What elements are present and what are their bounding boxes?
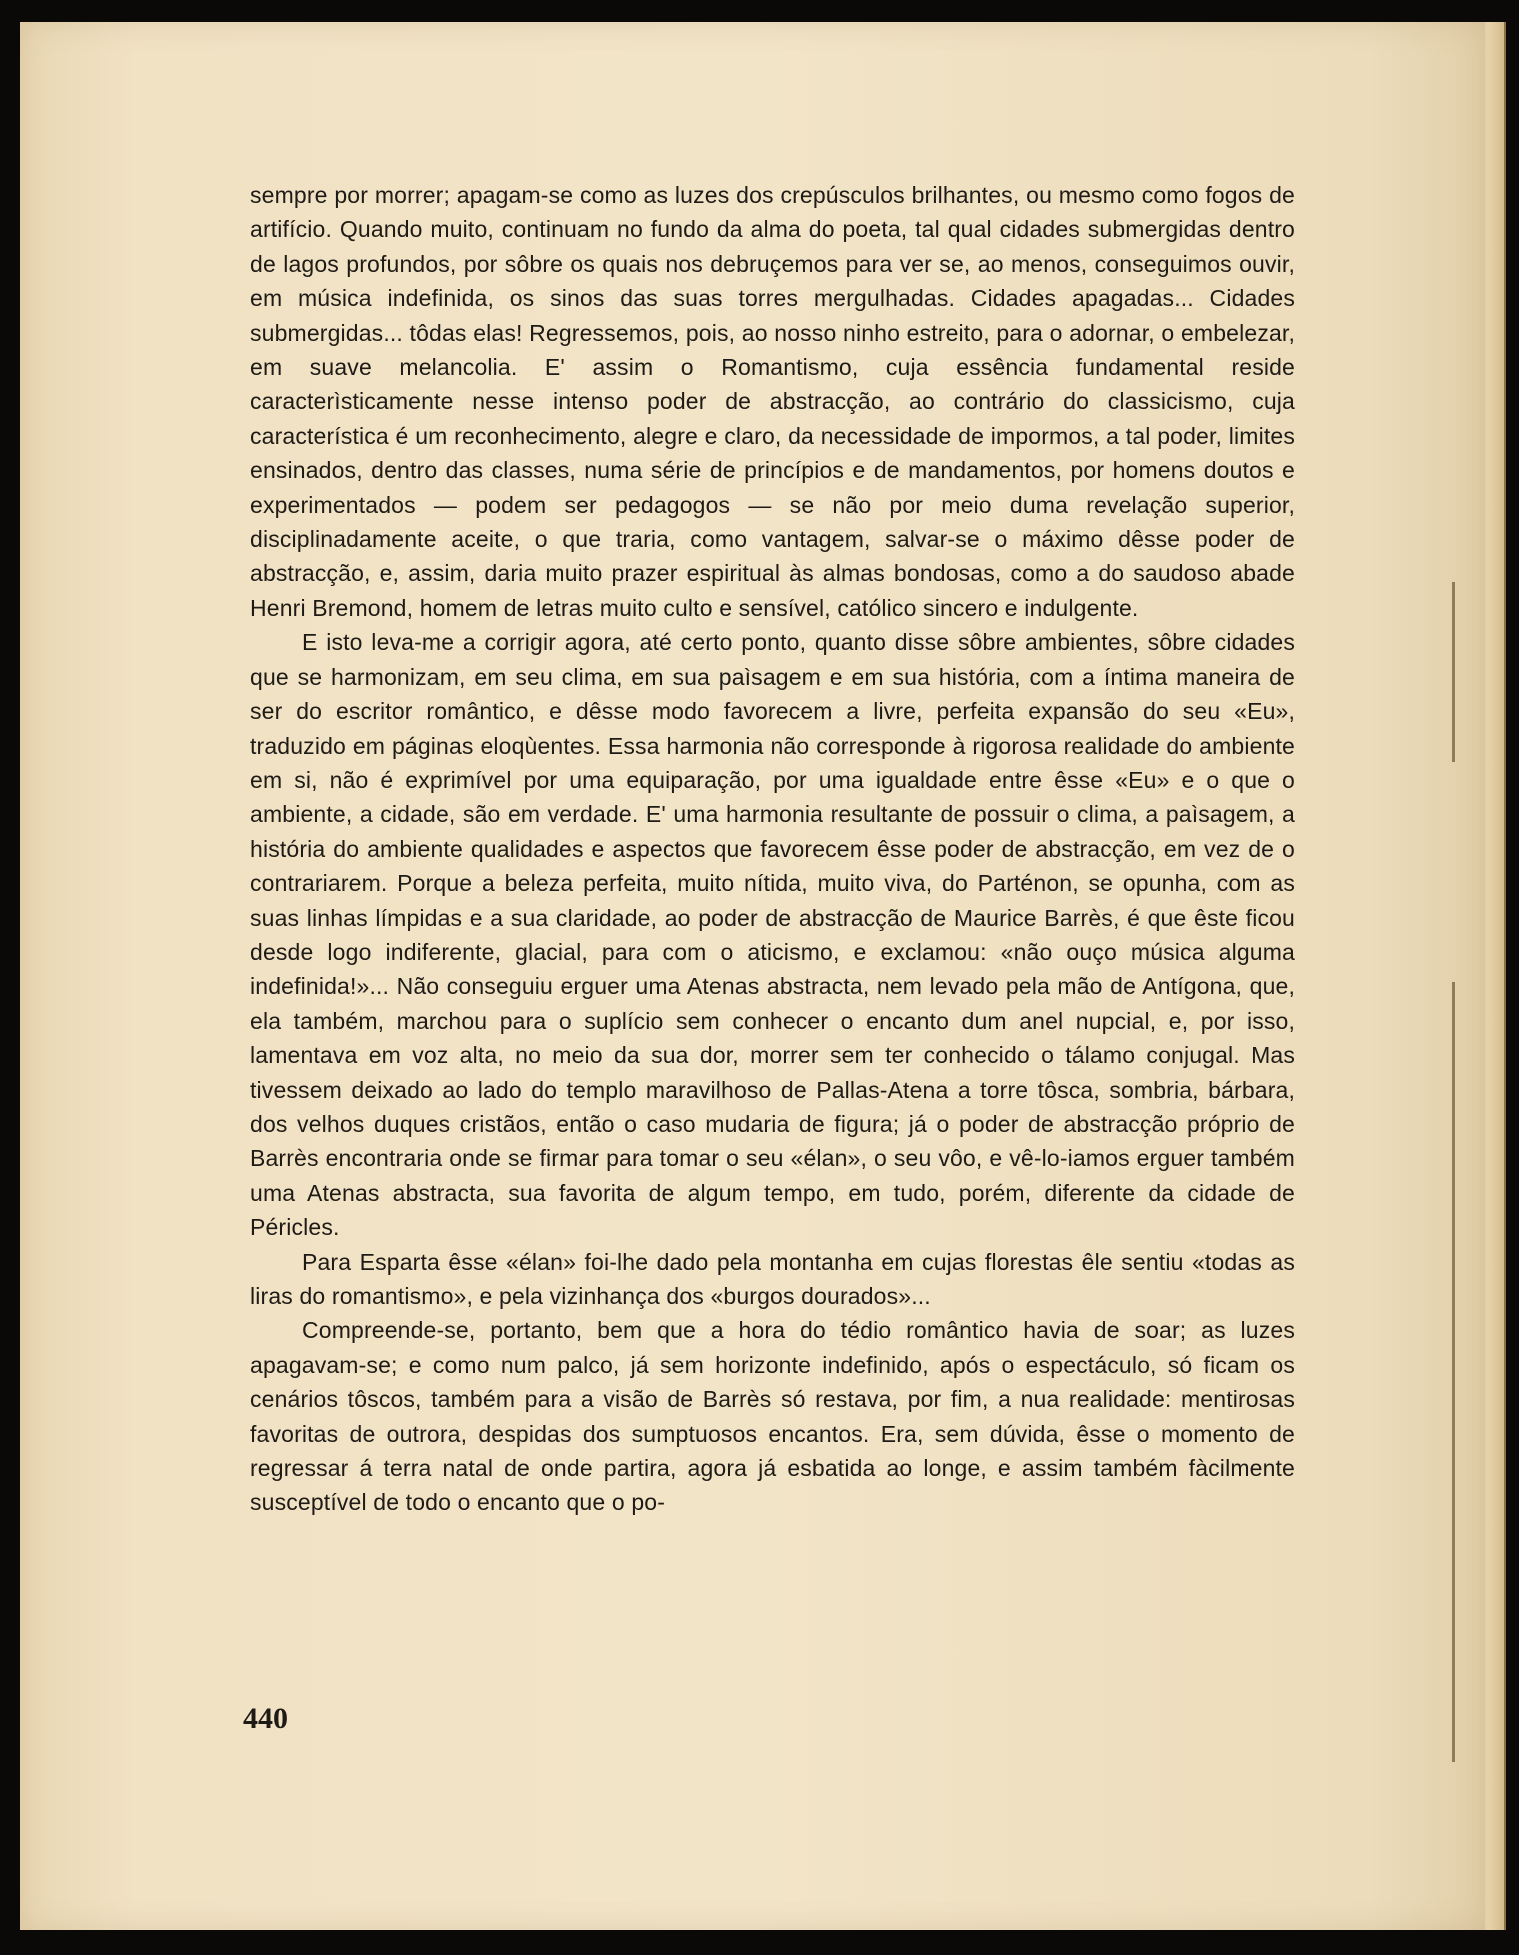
margin-mark [1452,582,1455,762]
body-text [250,178,1295,1520]
paragraph-3: Para Esparta êsse «élan» foi-lhe dado pela montanha em cujas florestas êle sentiu «todas as liras do romantismo», e pela vizinhança dos «burgos dourados»... [250,1248,1295,1309]
margin-mark [1452,982,1455,1762]
paragraph-2: E isto leva-me a corrigir agora, até certo ponto, quanto disse sôbre ambientes, sôbre cidades que se harmonizam, em seu clima, em sua paìsagem e em sua história, com a íntima maneira de ser do escritor romântico, e dêsse modo favorecem a livre, perfeita expansão do seu «Eu», traduzido em páginas eloqùentes. Essa harmonia não corresponde à rigorosa realidade do ambiente em si, não é exprimível por uma equiparação, por uma igualdade entre êsse «Eu» e o que o ambiente, a cidade, são em verdade. E' uma harmonia resultante de possuir o clima, a paìsagem, a história do ambiente qualidades e aspectos que favorecem êsse poder de abstracção, em vez de o contrariarem. Porque a beleza perfeita, muito nítida, muito viva, do Parténon, se opunha, com as suas linhas límpidas e a sua claridade, ao poder de abstracção de Maurice Barrès, é que êste ficou desde logo indiferente, glacial, para com o aticismo, e exclamou: «não ouço música alguma indefinida!»... Não conseguiu erguer uma Atenas abstracta, nem levado pela mão de Antígona, que, ela também, marchou para o suplício sem conhecer o encanto dum anel nupcial, e, por isso, lamentava em voz alta, no meio da sua dor, morrer sem ter conhecido o tálamo conjugal. Mas tivessem deixado ao lado do templo maravilhoso de Pallas-Atena a torre tôsca, sombria, bárbara, dos velhos duques cristãos, então o caso mudaria de figura; já o poder de abstracção próprio de Barrès encontraria onde se firmar para tomar o seu «élan», o seu vôo, e vê-lo-iamos erguer também uma Atenas abstracta, sua favorita de algum tempo, em tudo, porém, diferente da cidade de Péricles. [250,629,1295,1241]
page-number: 440 [243,1702,288,1735]
paragraph-4: Compreende-se, portanto, bem que a hora do tédio romântico havia de soar; as luzes apagavam-se; e como num palco, já sem horizonte indefinido, após o espectáculo, só ficam os cenários tôscos, também para a visão de Barrès só restava, por fim, a nua realidade: mentirosas favoritas de outrora, despidas dos sumptuosos encantos. Era, sem dúvida, êsse o momento de regressar á terra natal de onde partira, agora já esbatida ao longe, e assim também fàcilmente susceptível de todo o encanto que o po- [250,1317,1295,1516]
paragraph-1: sempre por morrer; apagam-se como as luzes dos crepúsculos brilhantes, ou mesmo como fogos de artifício. Quando muito, continuam no fundo da alma do poeta, tal qual cidades submergidas dentro de lagos profundos, por sôbre os quais nos debruçemos para ver se, ao menos, conseguimos ouvir, em música indefinida, os sinos das suas torres mergulhadas. Cidades apagadas... Cidades submergidas... tôdas elas! Regressemos, pois, ao nosso ninho estreito, para o adornar, o embelezar, em suave melancolia. E' assim o Romantismo, cuja essência fundamental reside caracterìsticamente nesse intenso poder de abstracção, ao contrário do classicismo, cuja característica é um reconhecimento, alegre e claro, da necessidade de impormos, a tal poder, limites ensinados, dentro das classes, numa série de princípios e de mandamentos, por homens doutos e experimentados — podem ser pedagogos — se não por meio duma revelação superior, disciplinadamente aceite, o que traria, como vantagem, salvar-se o máximo dêsse poder de abstracção, e, assim, daria muito prazer espiritual às almas bondosas, como a do saudoso abade Henri Bremond, homem de letras muito culto e sensível, católico sincero e indulgente. [250,182,1295,621]
